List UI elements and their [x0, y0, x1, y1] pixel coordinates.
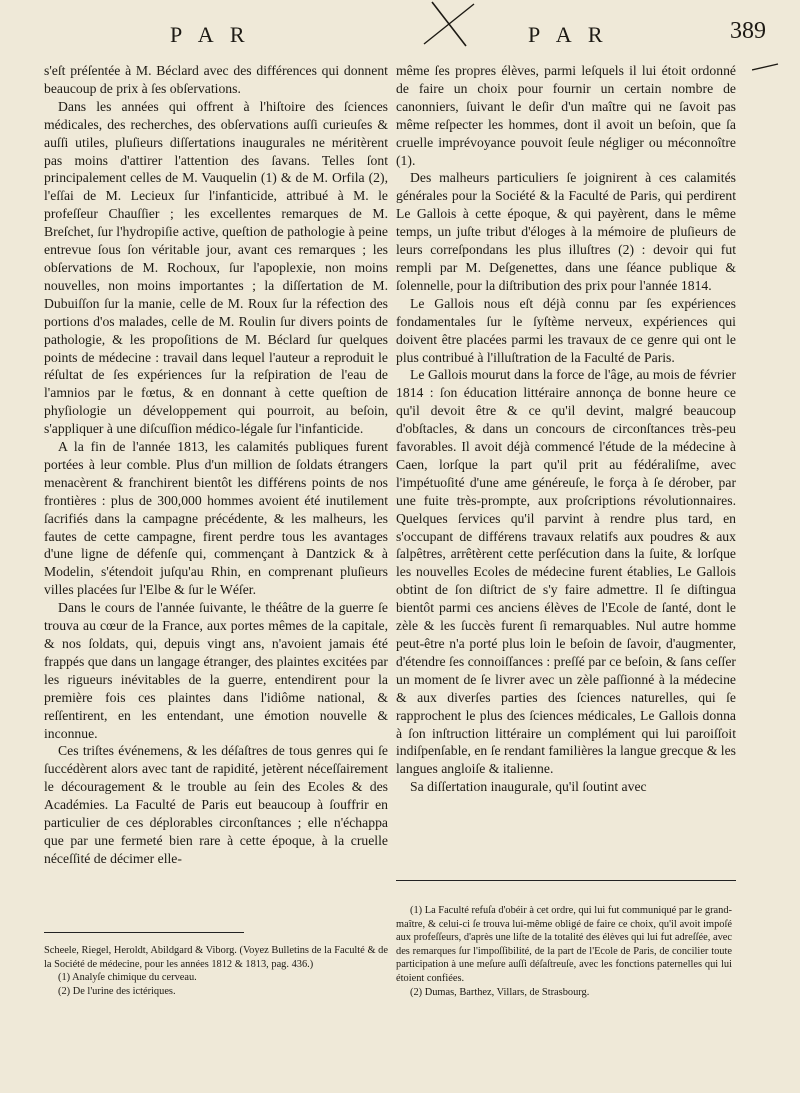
footnotes-left: [44, 944, 388, 998]
page-number: 389: [730, 18, 766, 44]
right-column: [396, 62, 736, 796]
handwritten-cross-mark: [418, 0, 482, 48]
left-column: [44, 62, 388, 868]
paragraph: Dans le cours de l'année ſuivante, le théâtre de la guerre ſe trouva au cœur de la France, aux portes mêmes de la capitale, & nos ſoldats, qui, depuis vingt ans, n'avoient jamais été frappés que dans un langage étranger, des plaintes excitées par les rigueurs inévitables de la guerre, entendirent pour la première fois ces plaintes dans l'idiôme national, & reſſentirent, en les entendant, une émotion nouvelle & inconnue.: [44, 600, 388, 741]
paragraph: Ces triſtes événemens, & les déſaſtres de tous genres qui ſe ſuccédèrent alors avec tant de rapidité, jetèrent néceſſairement le découragement & le trouble au ſein des Ecoles & des Académies. La Faculté de Paris eut beaucoup à ſouffrir en particulier de ces déplorables circonſtances ; elle n'échappa que par une fermeté bien rare à cette époque, à la cruelle néceſſité de décimer elle-: [44, 743, 388, 866]
running-head-left: P A R: [170, 22, 251, 47]
paragraph: même ſes propres élèves, parmi leſquels il lui étoit ordonné de faire un choix pour fournir un certain nombre de canonniers, ſuivant le deſir d'un maître qui ne ſavoit pas même reſpecter les hommes, dont il avoit un beſoin, que ſa cruelle imprévoyance pouvoit ſeule négliger ou méconnoître (1).: [396, 63, 736, 168]
margin-pen-mark: [752, 62, 780, 72]
footnote: (2) Dumas, Barthez, Villars, de Strasbourg.: [410, 986, 590, 998]
footnotes-right: [396, 904, 732, 999]
paragraph: A la fin de l'année 1813, les calamités publiques furent portées à leur comble. Plus d'un million de ſoldats étrangers menacèrent & franchirent bientôt les différens points de nos frontières : plus de 300,000 hommes avoient été inutilement ſacrifiés dans la campagne précédente, & les malheurs, les fautes de cette campagne, firent perdre tous les avantages d'une ligne de défenſe qui, commençant à Dantzick & à Modelin, s'étendoit juſqu'au Rhin, en comprenant pluſieurs villes placées ſur l'Elbe & ſur le Wéſer.: [44, 439, 388, 598]
footnote: (2) De l'urine des ictériques.: [58, 985, 176, 997]
paragraph: Des malheurs particuliers ſe joignirent à ces calamités générales pour la Société & la Faculté de Paris, qui perdirent Le Gallois à cette époque, & qui payèrent, dans le même temps, un juſte tribut d'éloges à la mémoire de pluſieurs de leurs correſpondans les plus illuſtres (2) : devoir qui fut rempli par M. Deſgenettes, dans une ſéance publique & ſolennelle, pour la diſtribution des prix pour l'année 1814.: [396, 170, 736, 293]
running-head-right: P A R: [528, 22, 609, 47]
paragraph: Le Gallois nous eſt déjà connu par ſes expériences fondamentales ſur le ſyſtème nerveux, expériences qui doivent être placées parmi les travaux de ce genre qui ont le plus contribué à l'illuſtration de la Faculté de Paris.: [396, 295, 736, 365]
footnote: (1) La Faculté refuſa d'obéir à cet ordre, qui lui fut communiqué par le grand-maître, & celui-ci ſe trouva lui-même obligé de faire ce choix, qu'il avoit impoſé aux profeſſeurs, d'après une liſte de la totalité des élèves qui lui fut adreſſée, avec des remarques ſur l'impoſſibilité, de la part de l'Ecole de Paris, de concilier toute participation à une meſure auſſi déſaſtreuſe, avec les fonctions paternelles qui lui étoient confiées.: [396, 905, 732, 984]
footnote-continuation: Scheele, Riegel, Heroldt, Abildgard & Viborg. (Voyez Bulletins de la Faculté & de la Société de médecine, pour les années 1812 & 1813, pag. 436.): [44, 945, 388, 970]
footnote: (1) Analyſe chimique du cerveau.: [58, 972, 197, 984]
footnote-rule-right: [396, 880, 736, 881]
paragraph: Le Gallois mourut dans la force de l'âge, au mois de février 1814 : ſon éducation littéraire annonça de bonne heure ce qu'il devoit être & ce qu'il devint, malgré beaucoup d'obſtacles, & dans un concours de circonſtances très-peu favorables. Il avoit déjà commencé l'étude de la médecine à Caen, lorſque la part qu'il prit au fédéraliſme, avec l'impétuoſité d'une ame généreuſe, le força à ſe dérober, par une fuite très-prompte, aux proſcriptions révolutionnaires. Quelques ſervices qu'il parvint à rendre plus tard, en s'occupant de différens travaux relatifs aux poudres & aux ſalpêtres, arrêtèrent cette perſécution dans la ſuite, & lorſque les nouvelles Ecoles de médecine furent établies, Le Gallois obtint de ſon diſtrict de s'y faire admettre. Il ſe diſtingua bientôt parmi ces anciens élèves de l'Ecole de ſanté, dont le zèle & les ſuccès furent ſi remarquables. Nul autre homme peut-être n'a porté plus loin le beſoin de ſavoir, d'augmenter, d'étendre ſes connoiſſances : preſſé par ce beſoin, & ſans ceſſer un moment de ſe livrer avec un zèle paſſionné à la médecine & aux diverſes parties des ſciences naturelles, qui ſe rapprochent le plus des ſciences médicales, Le Gallois donna à ſon inſtruction littéraire un complément qui lui paroiſſoit indiſpenſable, en ſe rendant familières la langue grecque & les langues angloiſe & italienne.: [396, 367, 736, 777]
paragraph: Sa diſſertation inaugurale, qu'il ſoutint avec: [410, 779, 647, 795]
paragraph: Dans les années qui offrent à l'hiſtoire des ſciences médicales, des recherches, des obſervations auſſi curieuſes & auſſi utiles, pluſieurs diſſertations inaugurales ne méritèrent pas moins d'attirer l'attention des ſavans. Telles ſont principalement celles de M. Vauquelin (1) & de M. Orfila (2), l'eſſai de M. Lecieux ſur l'infanticide, attribué à M. le profeſſeur Chauſſier ; les excellentes remarques de M. Breſchet, ſur l'hydropiſie active, queſtion de pathologie à peine entrevue ſous ſon véritable jour, avant ces remarques ; les obſervations de M. Rochoux, ſur l'apoplexie, non moins nouvelles, non moins importantes ; la diſſertation de M. Dubuiſſon ſur la manie, celle de M. Roux ſur la réfection des portions d'os malades, celle de M. Roulin ſur divers points de pathologie, & les propoſitions de M. Béclard ſur quelques points de médecine : travail dans lequel l'auteur a reproduit le réſultat de ſes expériences ſur la reſpiration de l'eau de l'amnios par le fœtus, & en donnant à cette queſtion de phyſiologie un développement qui pourroit, au beſoin, s'appliquer à une diſcuſſion médico-légale ſur l'infanticide.: [44, 98, 388, 437]
footnote-rule-left: [44, 932, 244, 933]
paragraph: s'eſt préſentée à M. Béclard avec des différences qui donnent beaucoup de prix à ſes obſervations.: [44, 63, 388, 96]
